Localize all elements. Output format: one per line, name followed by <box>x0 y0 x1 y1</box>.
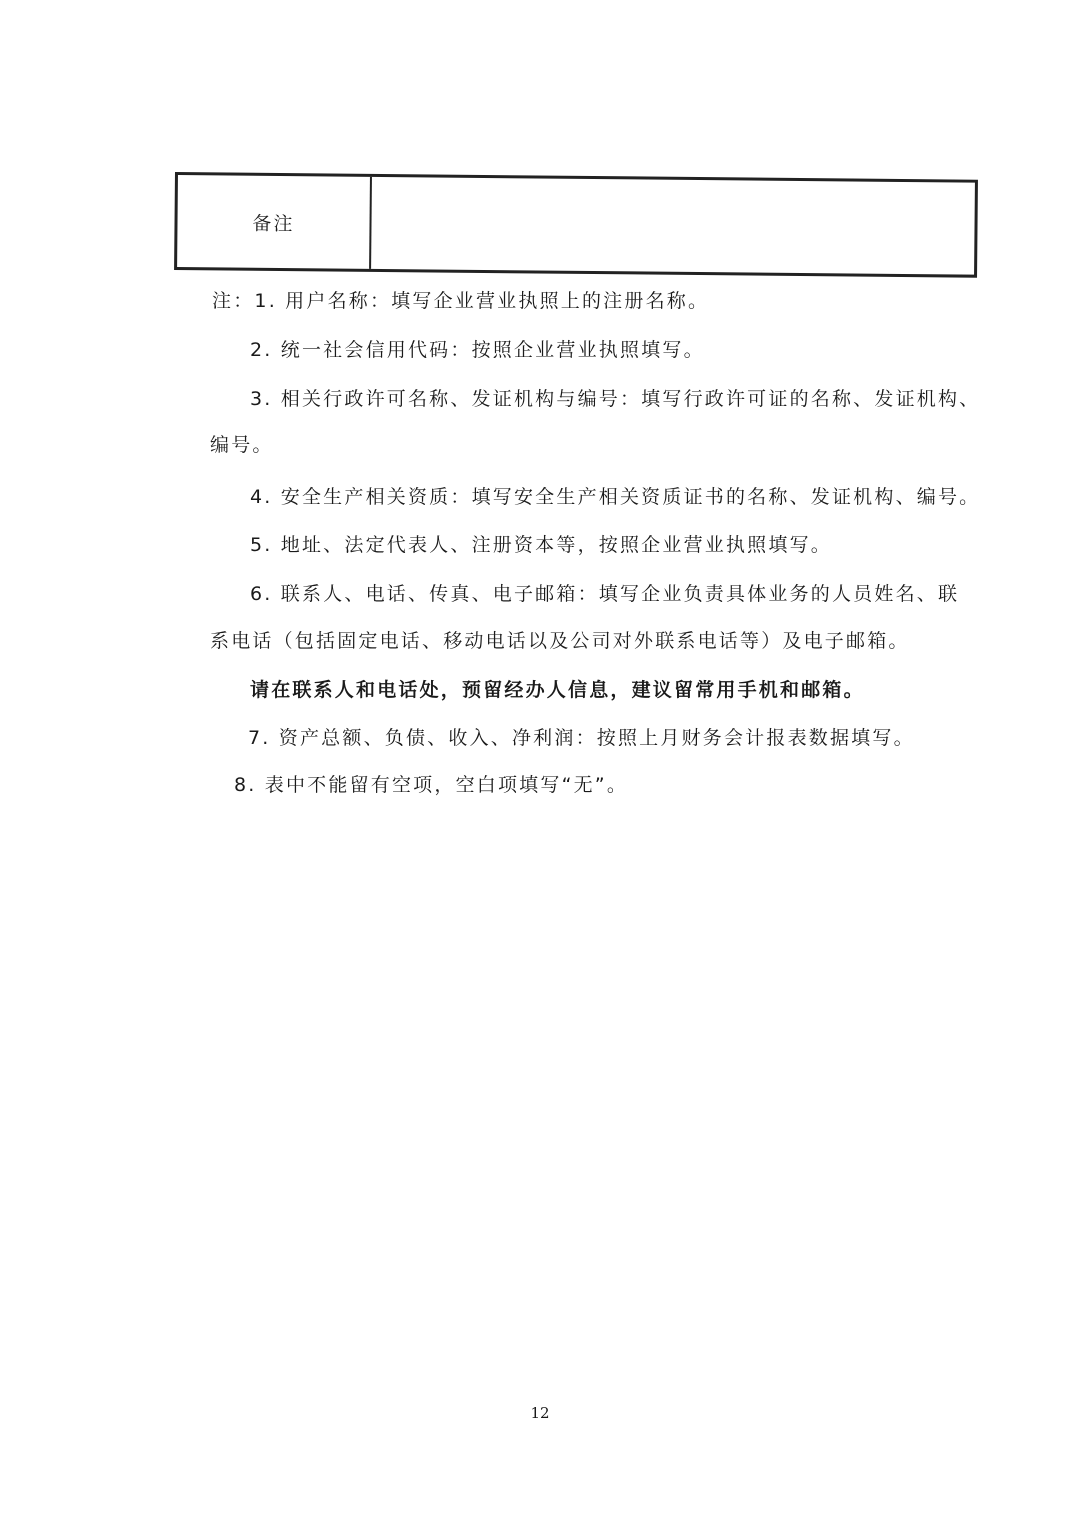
note-2: 2. 统一社会信用代码：按照企业营业执照填写。 <box>250 339 705 361</box>
note-5: 5. 地址、法定代表人、注册资本等，按照企业营业执照填写。 <box>250 534 832 556</box>
note-7: 7. 资产总额、负债、收入、净利润：按照上月财务会计报表数据填写。 <box>248 727 915 749</box>
page-number: 12 <box>530 1404 550 1422</box>
note-6-line2: 系电话（包括固定电话、移动电话以及公司对外联系电话等）及电子邮箱。 <box>210 630 910 652</box>
remark-table <box>174 172 978 278</box>
note-1: 注：1. 用户名称：填写企业营业执照上的注册名称。 <box>212 290 710 312</box>
note-4: 4. 安全生产相关资质：填写安全生产相关资质证书的名称、发证机构、编号。 <box>250 486 981 508</box>
remark-value-cell <box>371 177 975 275</box>
note-6-line1: 6. 联系人、电话、传真、电子邮箱：填写企业负责具体业务的人员姓名、联 <box>250 583 960 605</box>
note-6-emphasis: 请在联系人和电话处，预留经办人信息，建议留常用手机和邮箱。 <box>250 679 865 701</box>
note-3-line1: 3. 相关行政许可名称、发证机构与编号：填写行政许可证的名称、发证机构、 <box>250 388 981 410</box>
remark-label: 备注 <box>177 175 372 269</box>
note-3-line2: 编号。 <box>210 434 274 456</box>
note-8: 8. 表中不能留有空项，空白项填写“无”。 <box>234 774 629 796</box>
